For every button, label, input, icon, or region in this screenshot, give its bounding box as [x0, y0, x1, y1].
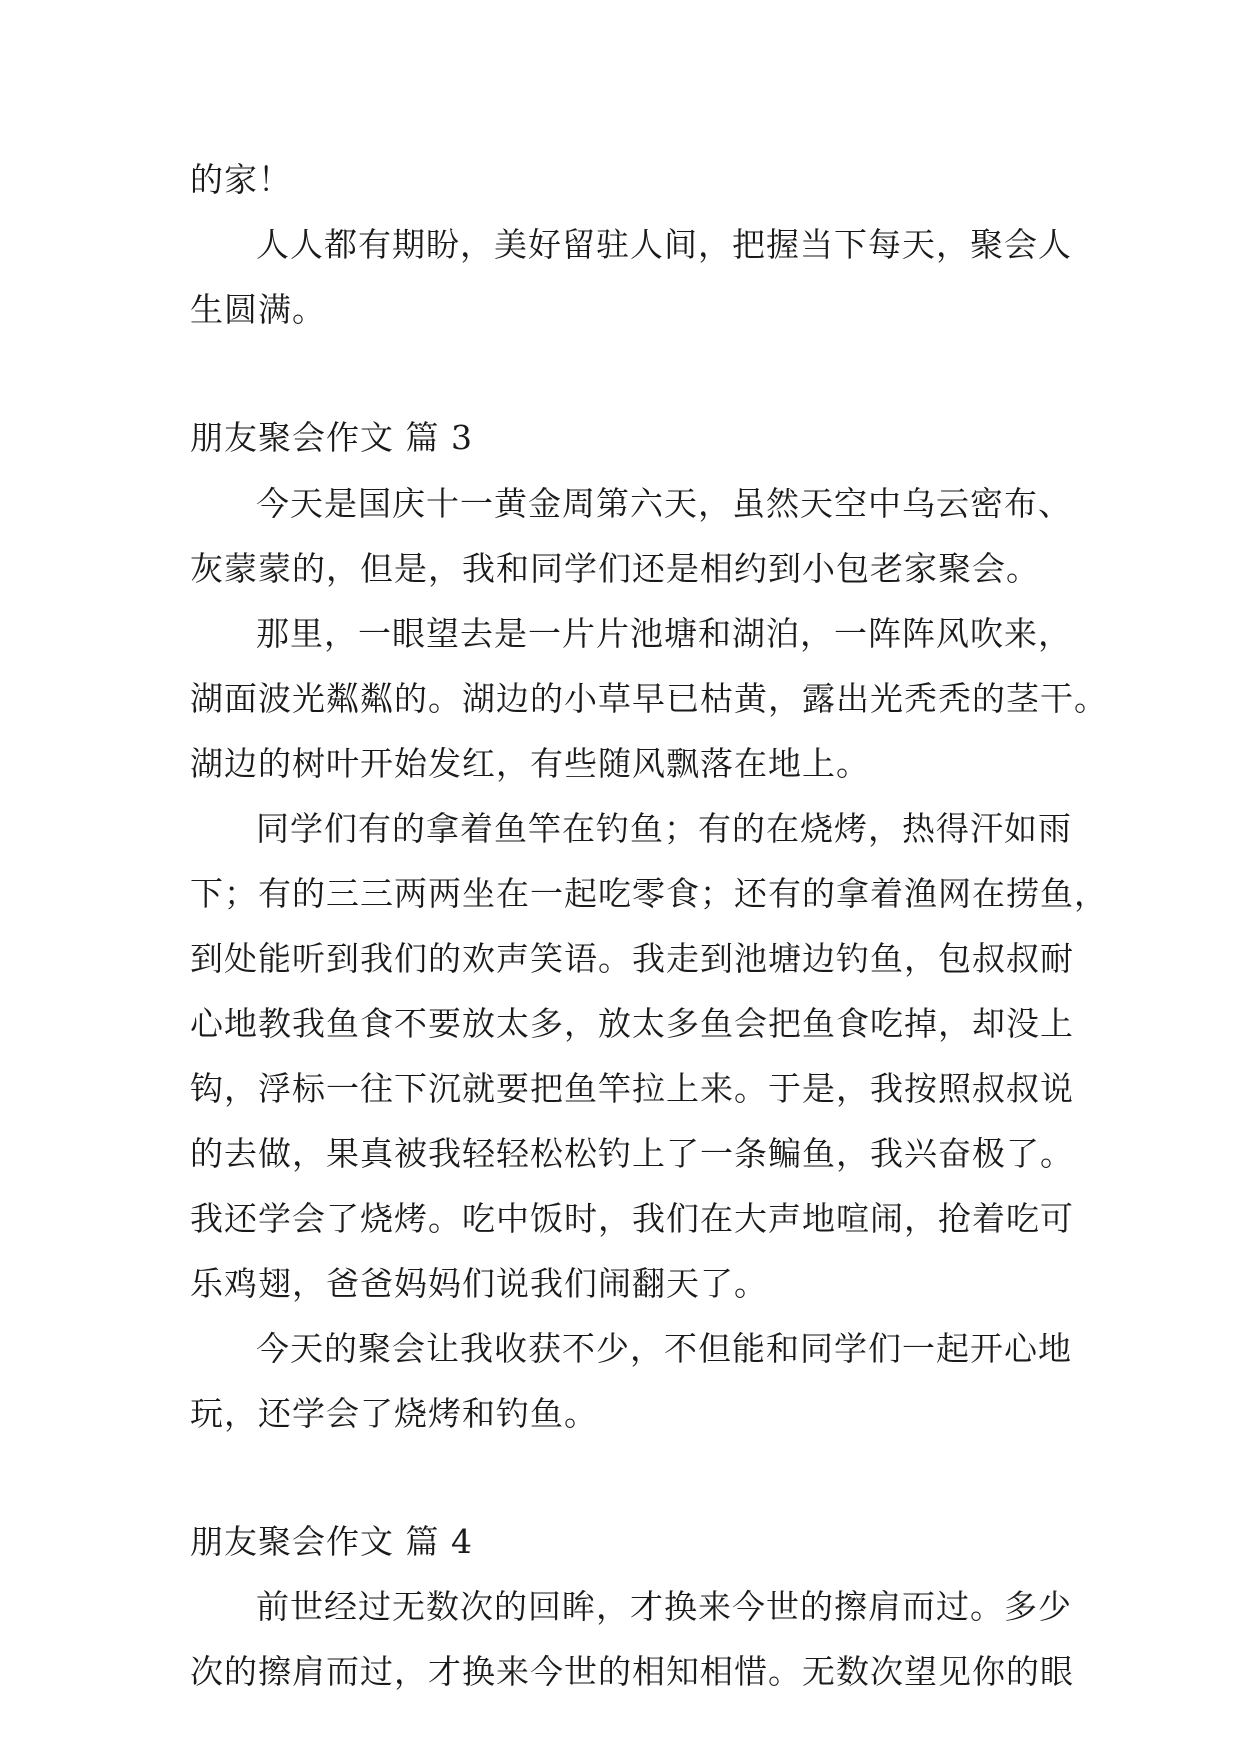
section-heading-3: 朋友聚会作文 篇 3 [190, 418, 473, 457]
paragraph-start: 同学们有的拿着鱼竿在钓鱼；有的在烧烤，热得汗如雨 [256, 809, 1072, 848]
text-line: 湖边的树叶开始发红，有些随风飘落在地上。 [190, 744, 870, 783]
text-line: 次的擦肩而过，才换来今世的相知相惜。无数次望见你的眼 [190, 1652, 1074, 1691]
text-line: 的去做，果真被我轻轻松松钓上了一条鳊鱼，我兴奋极了。 [190, 1134, 1074, 1173]
text-line: 灰蒙蒙的，但是，我和同学们还是相约到小包老家聚会。 [190, 549, 1040, 588]
text-line: 我还学会了烧烤。吃中饭时，我们在大声地喧闹，抢着吃可 [190, 1199, 1074, 1238]
text-line: 湖面波光粼粼的。湖边的小草早已枯黄，露出光秃秃的茎干。 [190, 679, 1108, 718]
paragraph-start: 前世经过无数次的回眸，才换来今世的擦肩而过。多少 [256, 1587, 1072, 1626]
text-line: 到处能听到我们的欢声笑语。我走到池塘边钓鱼，包叔叔耐 [190, 939, 1074, 978]
paragraph-start: 今天的聚会让我收获不少，不但能和同学们一起开心地 [256, 1329, 1072, 1368]
paragraph-start: 那里，一眼望去是一片片池塘和湖泊，一阵阵风吹来， [256, 614, 1072, 653]
text-line: 玩，还学会了烧烤和钓鱼。 [190, 1394, 598, 1433]
text-line: 下；有的三三两两坐在一起吃零食；还有的拿着渔网在捞鱼， [190, 874, 1108, 913]
text-line: 生圆满。 [190, 290, 326, 329]
paragraph-start: 今天是国庆十一黄金周第六天，虽然天空中乌云密布、 [256, 484, 1072, 523]
text-line: 心地教我鱼食不要放太多，放太多鱼会把鱼食吃掉，却没上 [190, 1004, 1074, 1043]
text-line: 乐鸡翅，爸爸妈妈们说我们闹翻天了。 [190, 1264, 768, 1303]
section-heading-4: 朋友聚会作文 篇 4 [190, 1522, 473, 1561]
text-line: 的家！ [190, 160, 292, 199]
paragraph-start: 人人都有期盼，美好留驻人间，把握当下每天，聚会人 [256, 225, 1072, 264]
text-line: 钩，浮标一往下沉就要把鱼竿拉上来。于是，我按照叔叔说 [190, 1069, 1074, 1108]
